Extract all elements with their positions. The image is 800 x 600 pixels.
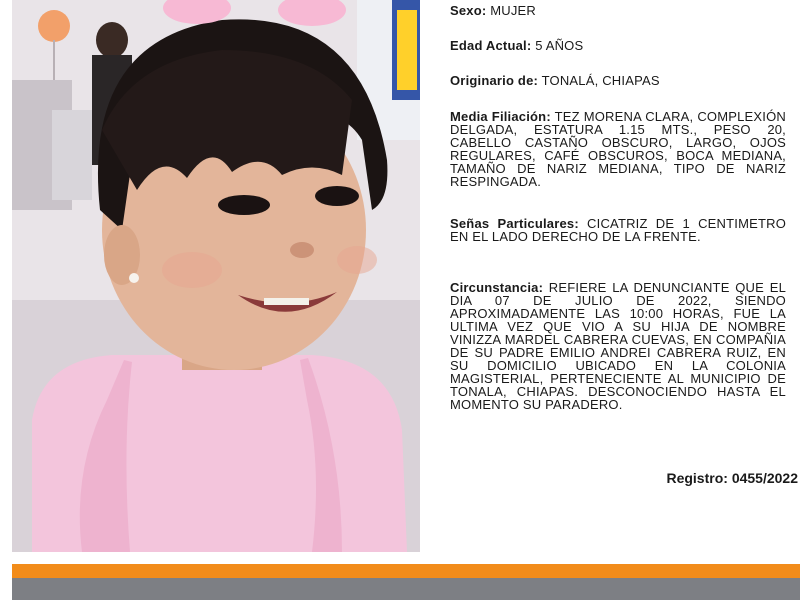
origen-label: Originario de: [450, 73, 539, 88]
senas-value: CICATRIZ DE 1 CENTIMETRO EN EL LADO DERECHO DE LA FRENTE. [450, 216, 787, 244]
sexo-value: MUJER [490, 3, 536, 18]
child-portrait-illustration [12, 0, 420, 552]
circunstancia-label: Circunstancia: [450, 280, 544, 295]
registro-value: 0455/2022 [731, 470, 798, 486]
media-filiacion-value: TEZ MORENA CLARA, COMPLEXIÓN DELGADA, ESTATURA 1.15 MTS., PESO 20, CABELLO CASTAÑO OBSCURO, LARGO, OJOS REGULARES, CAFÉ OBSCUROS, BOCA MEDIANA, TAMAÑO DE NARIZ MEDIANA, TIPO DE NARIZ RESPINGADA. [450, 109, 786, 189]
footer-orange-bar [12, 564, 800, 578]
sexo-label: Sexo: [450, 3, 487, 18]
media-filiacion-label: Media Filiación: [450, 109, 551, 124]
field-origen [450, 74, 786, 87]
registro-line [538, 470, 798, 486]
circunstancia-value: REFIERE LA DENUNCIANTE QUE EL DIA 07 DE JULIO DE 2022, SIENDO APROXIMADAMENTE LAS 10:00 HORAS, FUE LA ULTIMA VEZ QUE VIO A SU HIJA DE NOMBRE VINIZZA MARDEL CABRERA CUEVAS, EN COMPAÑIA DE SU PADRE EMILIO ANDREI CABRERA RUIZ, EN SU DOMICILIO UBICADO EN LA COLONIA MAGISTERIAL, PERTENECIENTE AL MUNICIPIO DE TONALA, CHIAPAS. DESCONOCIENDO HASTA EL MOMENTO SU PARADERO. [450, 280, 786, 412]
field-circunstancia [450, 281, 786, 411]
field-media-filiacion [450, 110, 786, 188]
origen-value: TONALÁ, CHIAPAS [541, 73, 660, 88]
field-senas-particulares [450, 217, 786, 243]
registro-label: Registro: [666, 470, 728, 486]
senas-label: Señas Particulares: [450, 216, 579, 231]
edad-value: 5 AÑOS [535, 38, 584, 53]
field-sexo [450, 4, 786, 17]
edad-label: Edad Actual: [450, 38, 532, 53]
missing-child-photo [12, 0, 420, 552]
field-edad [450, 39, 786, 52]
footer-gray-band [12, 578, 800, 600]
